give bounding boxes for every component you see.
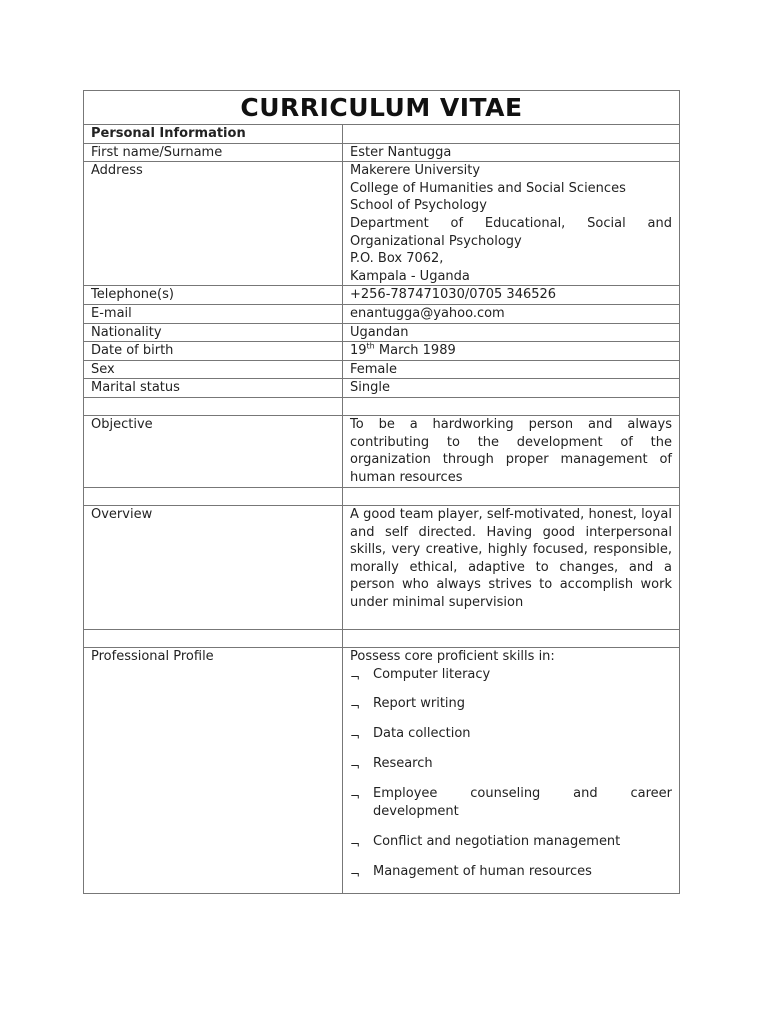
dob-value xyxy=(343,342,680,361)
dob-suffix: th xyxy=(366,341,375,351)
bullet-icon: ¬ xyxy=(350,699,361,714)
nationality-value: Ugandan xyxy=(343,323,680,342)
address-line: School of Psychology xyxy=(350,198,487,214)
telephone-label: Telephone(s) xyxy=(84,286,343,305)
list-item: ¬ Research xyxy=(350,755,672,773)
address-line: College of Humanities and Social Sciences xyxy=(350,180,626,196)
cv-table xyxy=(83,90,680,894)
list-item: ¬ Conflict and negotiation management xyxy=(350,833,672,851)
bullet-icon: ¬ xyxy=(350,789,361,804)
bullet-icon: ¬ xyxy=(350,729,361,744)
objective-label: Objective xyxy=(84,415,343,487)
profile-intro: Possess core proficient skills in: xyxy=(350,648,555,664)
profile-label: Professional Profile xyxy=(84,647,343,893)
bullet-icon: ¬ xyxy=(350,837,361,852)
dob-label: Date of birth xyxy=(84,342,343,361)
name-value: Ester Nantugga xyxy=(343,143,680,162)
overview-value: A good team player, self-motivated, honest, loyal and self directed. Having good interpersonal skills, very creative, highly focused, responsible, morally ethical, adaptive to changes, and a person who always strives to accomplish work under minimal supervision xyxy=(343,505,680,629)
marital-value: Single xyxy=(343,379,680,398)
nationality-label: Nationality xyxy=(84,323,343,342)
list-item: ¬ Report writing xyxy=(350,695,672,713)
list-item: ¬ Employee counseling and career development xyxy=(350,786,672,820)
skills-list xyxy=(350,666,672,881)
list-item: ¬ Computer literacy xyxy=(350,666,672,684)
email-value: enantugga@yahoo.com xyxy=(343,304,680,323)
objective-value: To be a hardworking person and always contributing to the development of the organization through proper management of human resources xyxy=(343,415,680,487)
sex-value: Female xyxy=(343,360,680,379)
list-item: ¬ Data collection xyxy=(350,725,672,743)
cv-title: CURRICULUM VITAE xyxy=(84,91,680,125)
sex-label: Sex xyxy=(84,360,343,379)
address-label: Address xyxy=(84,162,343,286)
address-line: Kampala - Uganda xyxy=(350,268,470,284)
telephone-value: +256-787471030/0705 346526 xyxy=(343,286,680,305)
section-personal-information: Personal Information xyxy=(84,125,343,144)
bullet-icon: ¬ xyxy=(350,669,361,684)
name-label: First name/Surname xyxy=(84,143,343,162)
address-value xyxy=(343,162,680,286)
address-line: Makerere University xyxy=(350,163,481,179)
overview-label: Overview xyxy=(84,505,343,629)
dob-rest: March 1989 xyxy=(374,343,456,359)
marital-label: Marital status xyxy=(84,379,343,398)
bullet-icon: ¬ xyxy=(350,759,361,774)
address-line: P.O. Box 7062, xyxy=(350,251,444,267)
address-line: Department of Educational, Social and Organizational Psychology xyxy=(350,215,672,249)
dob-day: 19 xyxy=(350,343,367,359)
bullet-icon: ¬ xyxy=(350,867,361,881)
list-item: ¬ Management of human resources xyxy=(350,863,672,881)
profile-value xyxy=(343,647,680,893)
email-label: E-mail xyxy=(84,304,343,323)
